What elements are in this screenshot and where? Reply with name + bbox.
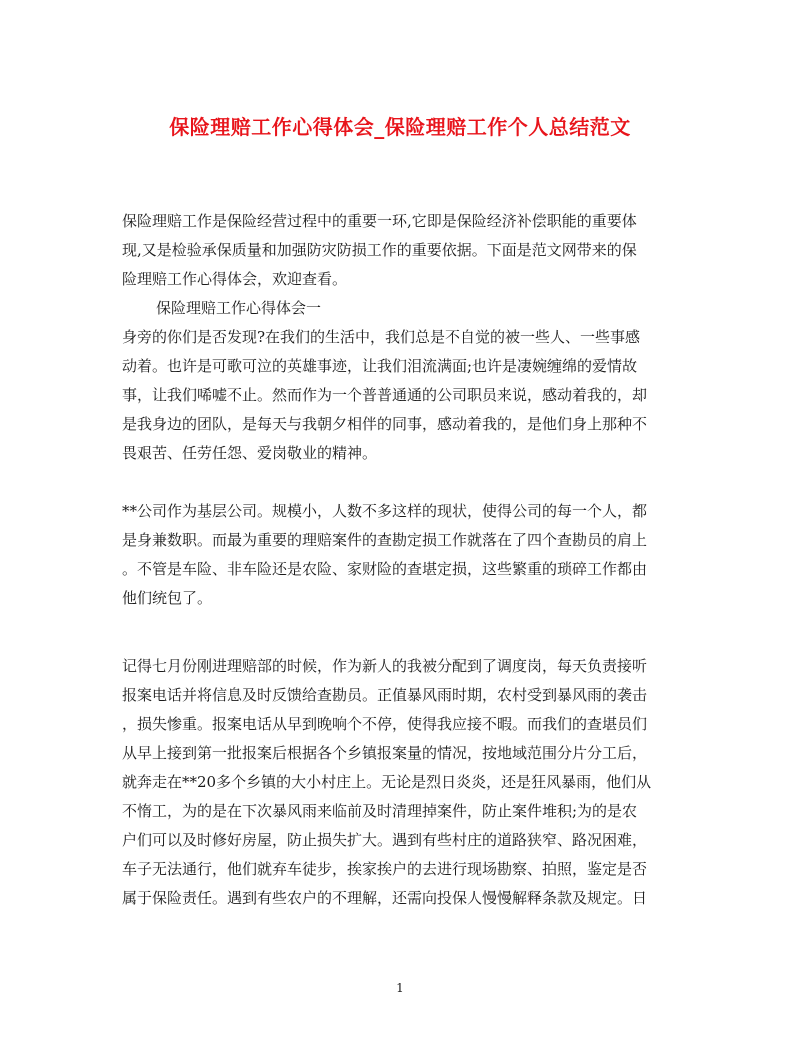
text-line: 现,又是检验承保质量和加强防灾防损工作的重要依据。下面是范文网带来的保 bbox=[122, 241, 637, 259]
text-line: 。不管是车险、非车险还是农险、家财险的查堪定损，这些繁重的琐碎工作都由 bbox=[122, 560, 648, 578]
text-line: 保险理赔工作是保险经营过程中的重要一环,它即是保险经济补偿职能的重要体 bbox=[122, 212, 637, 230]
text-line: 车子无法通行，他们就弃车徒步，挨家挨户的去进行现场勘察、拍照，鉴定是否 bbox=[122, 860, 648, 878]
text-line: 畏艰苦、任劳任怨、爱岗敬业的精神。 bbox=[122, 444, 378, 462]
text-line: ，损失惨重。报案电话从早到晚响个不停，使得我应接不暇。而我们的查堪员们 bbox=[122, 715, 648, 733]
text-line: 是我身边的团队，是每天与我朝夕相伴的同事，感动着我的，是他们身上那种不 bbox=[122, 415, 648, 433]
company-paragraph bbox=[122, 497, 680, 613]
text-line: 记得七月份刚进理赔部的时候，作为新人的我被分配到了调度岗，每天负责接听 bbox=[122, 657, 648, 675]
text-line: 是身兼数职。而最为重要的理赔案件的查勘定损工作就落在了四个查勘员的肩上 bbox=[122, 531, 648, 549]
text-line: 他们统包了。 bbox=[122, 589, 213, 607]
memory-paragraph bbox=[122, 652, 680, 913]
text-line: 属于保险责任。遇到有些农户的不理解，还需向投保人慢慢解释条款及规定。日 bbox=[122, 889, 648, 907]
text-line: 从早上接到第一批报案后根据各个乡镇报案量的情况，按地域范围分片分工后， bbox=[122, 744, 648, 762]
text-line: 险理赔工作心得体会，欢迎查看。 bbox=[122, 270, 348, 288]
text-line: 报案电话并将信息及时反馈给查勘员。正值暴风雨时期，农村受到暴风雨的袭击 bbox=[122, 686, 648, 704]
document-title: 保险理赔工作心得体会_保险理赔工作个人总结范文 bbox=[169, 115, 631, 139]
text-line: 不惰工，为的是在下次暴风雨来临前及时清理掉案件，防止案件堆积;为的是农 bbox=[122, 802, 638, 820]
text-line: 身旁的你们是否发现?在我们的生活中，我们总是不自觉的被一些人、一些事感 bbox=[122, 328, 641, 346]
text-line: **公司作为基层公司。规模小，人数不多这样的现状，使得公司的每一个人，都 bbox=[122, 502, 648, 520]
text-line: 户们可以及时修好房屋，防止损失扩大。遇到有些村庄的道路狭窄、路况困难， bbox=[122, 831, 648, 849]
section-heading: 保险理赔工作心得体会一 bbox=[156, 299, 322, 317]
text-line: 就奔走在**20多个乡镇的大小村庄上。无论是烈日炎炎，还是狂风暴雨，他们从 bbox=[122, 773, 652, 791]
text-line: 动着。也许是可歌可泣的英雄事迹，让我们泪流满面;也许是凄婉缠绵的爱情故 bbox=[122, 357, 638, 375]
text-line: 事，让我们唏嘘不止。然而作为一个普普通通的公司职员来说，感动着我的，却 bbox=[122, 386, 648, 404]
page-number: 1 bbox=[396, 981, 404, 995]
intro-paragraph-block bbox=[122, 207, 680, 468]
